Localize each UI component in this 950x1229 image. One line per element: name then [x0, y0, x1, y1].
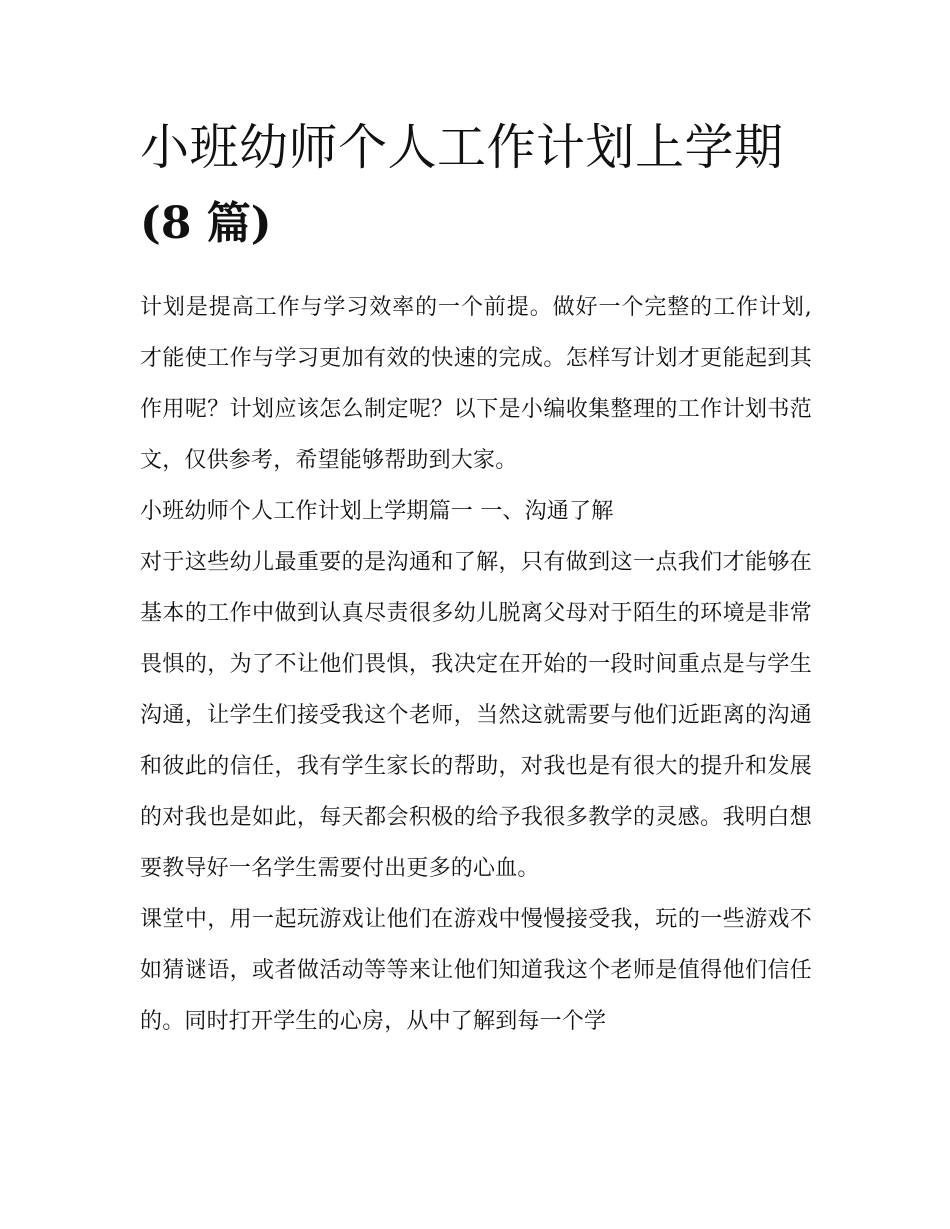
body-paragraph: 对于这些幼儿最重要的是沟通和了解，只有做到这一点我们才能够在基本的工作中做到认真尽责很多幼儿脱离父母对于陌生的环境是非常畏惧的，为了不让他们畏惧，我决定在开始的一段时间重点是与学生沟通，让学生们接受我这个老师，当然这就需要与他们近距离的沟通和彼此的信任，我有学生家长的帮助，对我也是有很大的提升和发展的对我也是如此，每天都会积极的给予我很多教学的灵感。我明白想要教导好一名学生需要付出更多的心血。 [140, 550, 812, 881]
document-title: 小班幼师个人工作计划上学期 [140, 119, 784, 176]
section-heading: 小班幼师个人工作计划上学期篇一 一、沟通了解 [140, 499, 614, 524]
document-title-count: (8 篇) [140, 198, 272, 249]
body-paragraph: 课堂中，用一起玩游戏让他们在游戏中慢慢接受我，玩的一些游戏不如猜谜语，或者做活动等等来让他们知道我这个老师是值得他们信任的。同时打开学生的心房，从中了解到每一个学 [140, 907, 812, 1034]
intro-paragraph: 计划是提高工作与学习效率的一个前提。做好一个完整的工作计划,才能使工作与学习更加有效的快速的完成。怎样写计划才更能起到其作用呢？计划应该怎么制定呢？以下是小编收集整理的工作计划书范文，仅供参考，希望能够帮助到大家。 [140, 295, 812, 473]
document-page [140, 110, 812, 1047]
